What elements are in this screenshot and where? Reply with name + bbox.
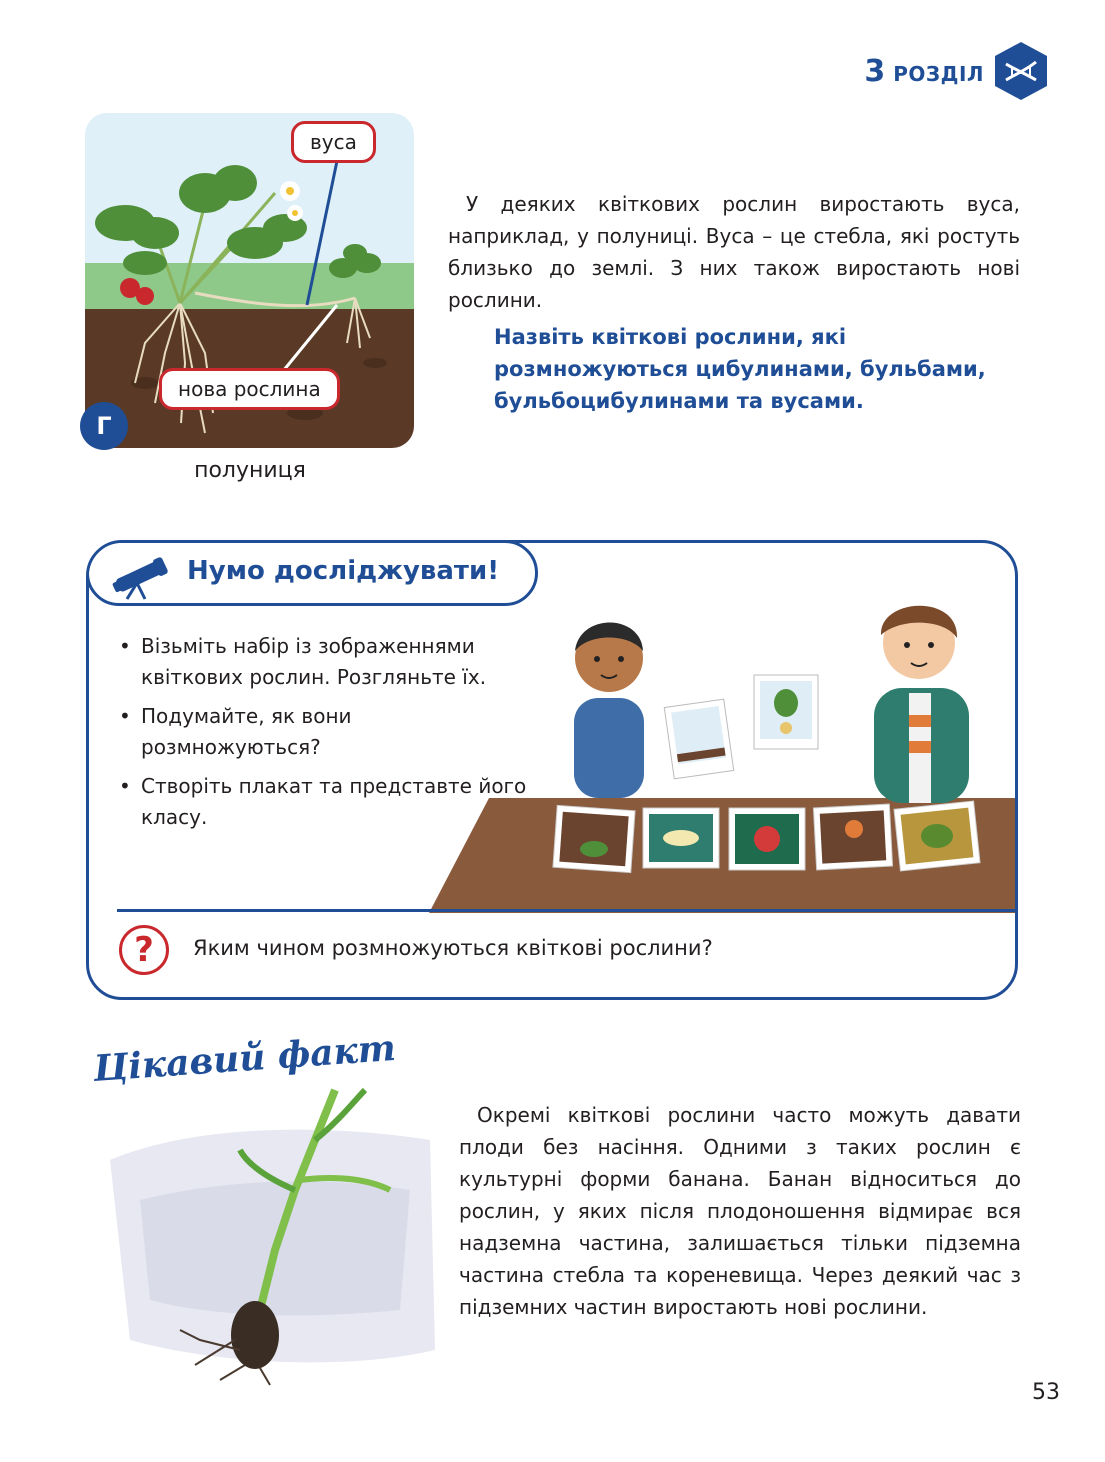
question-mark-icon: ? <box>119 925 169 975</box>
list-item: • Створіть плакат та представте його класу. <box>117 771 527 833</box>
section-word: РОЗДІЛ <box>893 62 984 86</box>
research-question: Яким чином розмножуються квіткові рослини? <box>193 936 713 960</box>
banana-sprout-image <box>100 1080 440 1390</box>
section-header <box>864 40 1050 102</box>
telescope-icon <box>107 549 173 601</box>
task-question: Назвіть квіткові рослини, які розмножуються цибулинами, бульбами, бульбоцибулинами та вусами. <box>494 325 986 413</box>
research-box <box>86 540 1018 1000</box>
figure-caption: полуниця <box>194 458 306 483</box>
children-with-plant-cards-illustration <box>429 593 1018 913</box>
fact-paragraph: Окремі квіткові рослини часто можуть давати плоди без насіння. Одними з таких рослин є культурні форми банана. Банан відноситься до рослин, у яких після плодоношення відмирає вся надземна частина, залишається тільки підземна частина стебла та кореневища. Через деякий час з підземних частин виростають нові рослини. <box>459 1103 1021 1319</box>
dna-hexagon-icon <box>992 40 1050 102</box>
list-item: • Візьміть набір із зображеннями квіткових рослин. Розгляньте їх. <box>117 631 527 693</box>
research-title: Нумо досліджувати! <box>187 556 500 586</box>
strawberry-illustration <box>85 113 414 448</box>
figure-letter-badge: Г <box>80 402 128 450</box>
list-item: • Подумайте, як вони розмножуються? <box>117 701 527 763</box>
page-number: 53 <box>1032 1380 1060 1405</box>
section-number: 3 <box>864 53 886 89</box>
label-whiskers: вуса <box>291 121 376 163</box>
intro-paragraph: У деяких квіткових рослин виростають вуса, наприклад, у полуниці. Вуса – це стебла, які ростуть близько до землі. З них також виростають нові рослини. <box>448 192 1020 312</box>
divider <box>117 909 1018 912</box>
fact-title: Цікавий факт <box>92 1026 398 1090</box>
label-new-plant: нова рослина <box>159 368 340 410</box>
